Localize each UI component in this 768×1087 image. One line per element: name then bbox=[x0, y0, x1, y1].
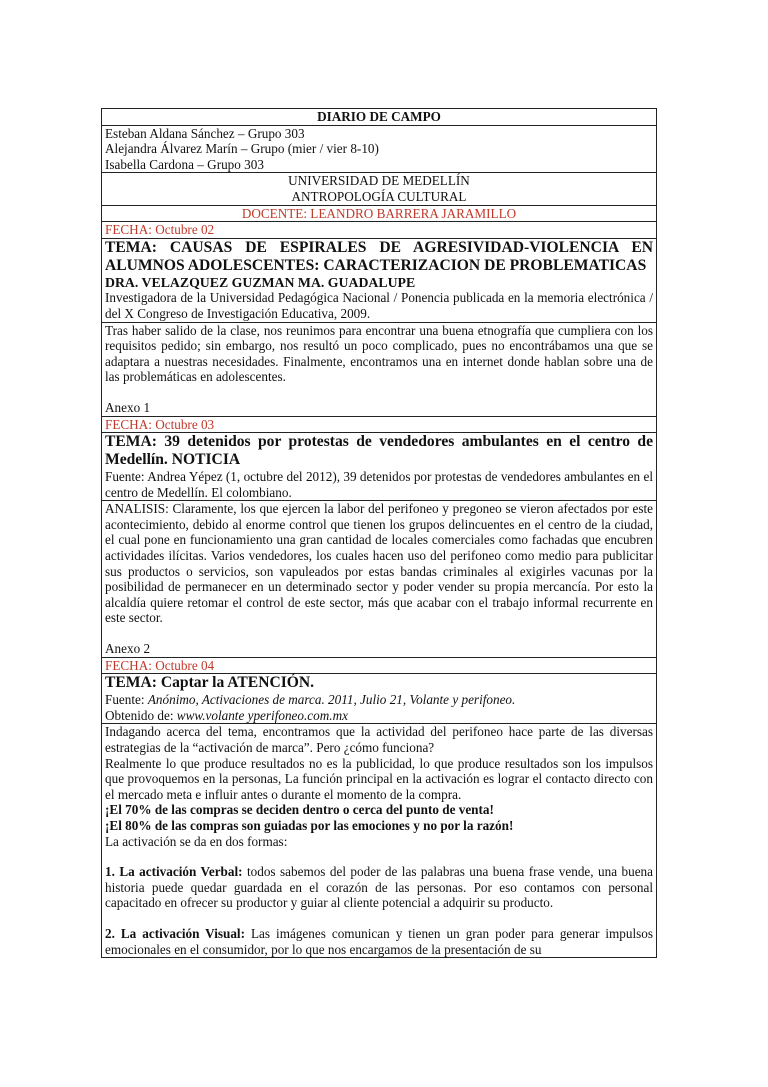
course-name: ANTROPOLOGÍA CULTURAL bbox=[291, 188, 467, 204]
entry3-source-text: Anónimo, Activaciones de marca. 2011, Julio 21, Volante y perifoneo. bbox=[147, 692, 516, 708]
entry3-p3: La activación se da en dos formas: bbox=[105, 833, 288, 849]
entry2-annex: Anexo 2 bbox=[105, 641, 151, 657]
entry3-header bbox=[102, 674, 657, 724]
diary-title: DIARIO DE CAMPO bbox=[102, 109, 657, 126]
entry2-source: Fuente: Andrea Yépez (1, octubre del 2012), 39 detenidos por protestas de vendedores ambulantes en el centro de Medellín. El colombiano. bbox=[105, 469, 653, 500]
entry1-author: DRA. VELAZQUEZ GUZMAN MA. GUADALUPE bbox=[105, 274, 416, 290]
entry3-date: FECHA: Octubre 04 bbox=[102, 657, 657, 674]
entry1-annex: Anexo 1 bbox=[105, 399, 151, 415]
entry1-body: Tras haber salido de la clase, nos reunimos para encontrar una buena etnografía que cumpliera con los requisitos pedido; sin embargo, nos resultó un poco complicado, pues no encontrábamos una que se adaptara a nuestras necesidades. Finalmente, encontramos una en internet donde hablan sobre una de las problemáticas en adolescentes. bbox=[105, 322, 653, 385]
student-3: Isabella Cardona – Grupo 303 bbox=[105, 156, 264, 172]
university-name: UNIVERSIDAD DE MEDELLÍN bbox=[288, 173, 470, 189]
entry1-date: FECHA: Octubre 02 bbox=[102, 222, 657, 239]
entry3-obtained-label: Obtenido de: bbox=[105, 707, 177, 723]
entry1-body-cell bbox=[102, 322, 657, 416]
entry3-p1: Indagando acerca del tema, encontramos que la actividad del perifoneo hace parte de las diversas estrategias de la “activación de marca”. Pero ¿cómo funciona? bbox=[105, 724, 653, 755]
entry2-header bbox=[102, 433, 657, 501]
entry3-obtained bbox=[105, 708, 653, 724]
entry2-body: ANALISIS: Claramente, los que ejercen la labor del perifoneo y pregoneo se vieron afectados por este acontecimiento, debido al enorme control que tienen los grupos delincuentes en el centro de la ciudad, el cual pone en funcionamiento una gran cantidad de locales comerciales como fachadas que encubren actividades ilícitas. Varios vendedores, los cuales hacen uso del perifoneo como medio para publicitar sus productos o servicios, son vapuleados por estas bandas criminales al exigirles vacunas por la posibilidad de permanecer en un determinado sector y poder vender su propia mercancía. Por esto la alcaldía quiere retomar el control de este sector, más que acabar con el trabajo informal recurrente en este sector. bbox=[105, 501, 653, 626]
student-2: Alejandra Álvarez Marín – Grupo (mier / vier 8-10) bbox=[105, 141, 379, 157]
entry3-source bbox=[105, 692, 653, 708]
entry2-date: FECHA: Octubre 03 bbox=[102, 416, 657, 433]
students-cell bbox=[102, 125, 657, 173]
entry3-highlight-1: ¡El 70% de las compras se deciden dentro o cerca del punto de venta! bbox=[105, 802, 494, 818]
entry3-highlight-2: ¡El 80% de las compras son guiadas por las emociones y no por la razón! bbox=[105, 817, 514, 833]
entry3-form1-text: todos sabemos del poder de las palabras una buena frase vende, una buena historia puede quedar guardada en el corazón de las personas. Por eso contamos con personal capacitado en ofrecer su productor y guiar al cliente potencial a adquirir su producto. bbox=[105, 864, 653, 911]
entry3-form1-label: 1. La activación Verbal: bbox=[105, 864, 243, 880]
entry2-tema: TEMA: 39 detenidos por protestas de vendedores ambulantes en el centro de Medellín. NOTICIA bbox=[105, 433, 653, 469]
field-diary-table bbox=[101, 108, 657, 958]
university-cell bbox=[102, 173, 657, 205]
entry1-source: Investigadora de la Universidad Pedagógica Nacional / Ponencia publicada en la memoria electrónica / del X Congreso de Investigación Educativa, 2009. bbox=[105, 290, 653, 321]
entry3-form2 bbox=[105, 926, 653, 957]
entry1-tema: TEMA: CAUSAS DE ESPIRALES DE AGRESIVIDAD-VIOLENCIA EN ALUMNOS ADOLESCENTES: CARACTERIZACION DE PROBLEMATICAS bbox=[105, 238, 653, 274]
entry3-form2-label: 2. La activación Visual: bbox=[105, 925, 245, 941]
entry1-header bbox=[102, 238, 657, 322]
entry3-obtained-url: www.volante yperifoneo.com.mx bbox=[176, 707, 348, 723]
entry3-p2: Realmente lo que produce resultados no es la publicidad, lo que produce resultados son los impulsos que provoquemos en la personas, La función principal en la activación es lograr el contacto directo con el mercado meta e influir antes o durante el momento de la compra. bbox=[105, 755, 653, 802]
entry2-body-cell bbox=[102, 501, 657, 657]
student-1: Esteban Aldana Sánchez – Grupo 303 bbox=[105, 125, 305, 141]
entry3-body-cell bbox=[102, 724, 657, 958]
teacher-name: DOCENTE: LEANDRO BARRERA JARAMILLO bbox=[102, 205, 657, 222]
entry3-form1 bbox=[105, 864, 653, 911]
document-page bbox=[101, 108, 657, 958]
entry3-form2-text: Las imágenes comunican y tienen un gran poder para generar impulsos emocionales en el consumidor, por lo que nos encargamos de la presentación de su bbox=[105, 925, 653, 957]
entry3-source-label: Fuente: bbox=[105, 692, 148, 708]
entry3-tema: TEMA: Captar la ATENCIÓN. bbox=[105, 674, 315, 692]
